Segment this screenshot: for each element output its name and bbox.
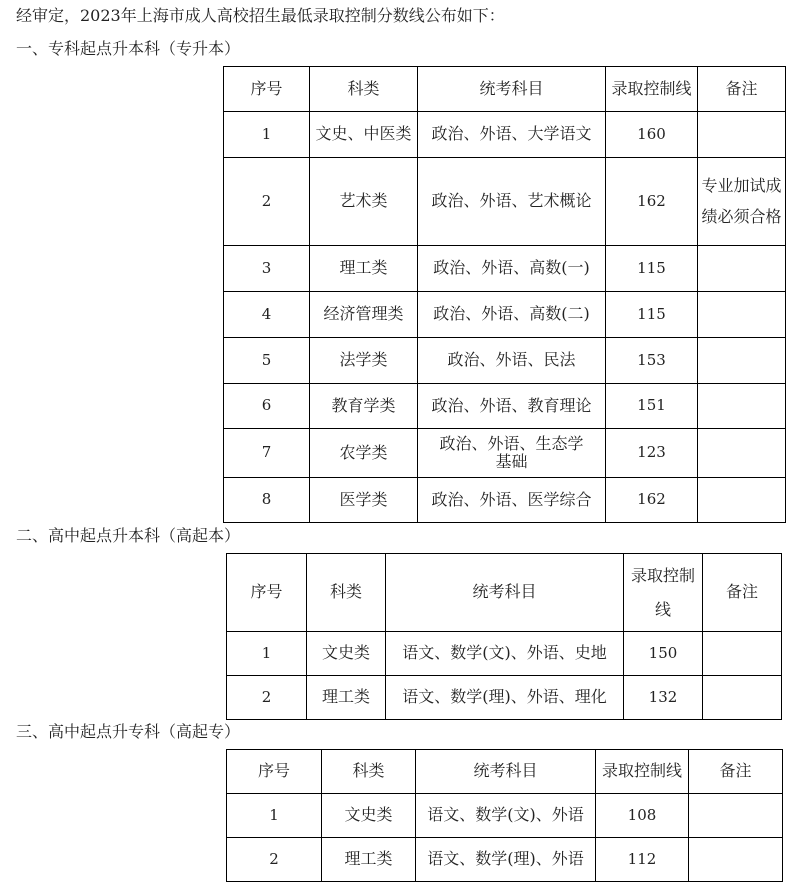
cell-subjects: 语文、数学(理)、外语、理化 [386, 676, 624, 720]
cell-cutoff: 132 [624, 676, 703, 720]
intro-text: 经审定，2023年上海市成人高校招生最低录取控制分数线公布如下： [16, 6, 505, 25]
cell-remarks [698, 292, 786, 338]
table-row [224, 384, 786, 429]
cell-remarks [698, 478, 786, 523]
cell-remarks [698, 338, 786, 384]
cell-index: 2 [227, 838, 322, 882]
cell-remarks [698, 429, 786, 478]
header-index: 序号 [227, 554, 307, 632]
cell-cutoff: 115 [606, 292, 698, 338]
cell-index: 3 [224, 246, 310, 292]
cell-subjects: 政治、外语、大学语文 [418, 112, 606, 158]
cell-remarks [698, 246, 786, 292]
cell-remarks [698, 384, 786, 429]
section-heading-3: 三、高中起点升专科（高起专） [16, 722, 241, 741]
cell-subjects: 政治、外语、教育理论 [418, 384, 606, 429]
table-row [224, 478, 786, 523]
score-table-3 [226, 749, 783, 882]
cell-cutoff: 162 [606, 478, 698, 523]
cell-subjects: 政治、外语、生态学基础 [418, 429, 606, 478]
table-header-row [227, 750, 783, 794]
cell-subjects: 语文、数学(理)、外语 [416, 838, 596, 882]
cell-index: 2 [227, 676, 307, 720]
table-header-row [224, 67, 786, 112]
cell-category: 医学类 [310, 478, 418, 523]
cell-category: 教育学类 [310, 384, 418, 429]
cell-category: 理工类 [307, 676, 386, 720]
table-row [227, 632, 782, 676]
cell-subjects: 语文、数学(文)、外语 [416, 794, 596, 838]
header-remarks: 备注 [698, 67, 786, 112]
table-row [224, 338, 786, 384]
cell-cutoff: 150 [624, 632, 703, 676]
cell-index: 1 [224, 112, 310, 158]
cell-subjects: 政治、外语、艺术概论 [418, 158, 606, 246]
cell-subjects: 政治、外语、医学综合 [418, 478, 606, 523]
cell-category: 理工类 [322, 838, 416, 882]
header-subjects: 统考科目 [416, 750, 596, 794]
cell-category: 理工类 [310, 246, 418, 292]
section-heading-1: 一、专科起点升本科（专升本） [16, 39, 241, 58]
cell-index: 1 [227, 794, 322, 838]
cell-category: 经济管理类 [310, 292, 418, 338]
header-index: 序号 [224, 67, 310, 112]
cell-index: 8 [224, 478, 310, 523]
score-table-2 [226, 553, 782, 720]
cell-category: 文史类 [322, 794, 416, 838]
cell-index: 2 [224, 158, 310, 246]
header-cutoff: 录取控制线 [624, 554, 703, 632]
cell-cutoff: 162 [606, 158, 698, 246]
cell-cutoff: 112 [596, 838, 689, 882]
table-row [224, 429, 786, 478]
header-index: 序号 [227, 750, 322, 794]
header-category: 科类 [322, 750, 416, 794]
header-remarks: 备注 [703, 554, 782, 632]
header-category: 科类 [307, 554, 386, 632]
cell-index: 4 [224, 292, 310, 338]
cell-category: 农学类 [310, 429, 418, 478]
cell-remarks [698, 112, 786, 158]
cell-remarks [689, 838, 783, 882]
cell-subjects: 政治、外语、民法 [418, 338, 606, 384]
cell-category: 文史、中医类 [310, 112, 418, 158]
cell-index: 7 [224, 429, 310, 478]
header-subjects: 统考科目 [418, 67, 606, 112]
table-row [224, 246, 786, 292]
header-category: 科类 [310, 67, 418, 112]
cell-cutoff: 160 [606, 112, 698, 158]
cell-subjects: 语文、数学(文)、外语、史地 [386, 632, 624, 676]
table-row [227, 676, 782, 720]
table-row [224, 158, 786, 246]
cell-remarks [703, 632, 782, 676]
cell-subjects: 政治、外语、高数(二) [418, 292, 606, 338]
cell-index: 5 [224, 338, 310, 384]
table-header-row [227, 554, 782, 632]
header-remarks: 备注 [689, 750, 783, 794]
cell-remarks [689, 794, 783, 838]
section-heading-2: 二、高中起点升本科（高起本） [16, 526, 241, 545]
cell-index: 6 [224, 384, 310, 429]
cell-category: 艺术类 [310, 158, 418, 246]
cell-cutoff: 108 [596, 794, 689, 838]
cell-cutoff: 151 [606, 384, 698, 429]
cell-subjects: 政治、外语、高数(一) [418, 246, 606, 292]
table-row [224, 292, 786, 338]
cell-cutoff: 123 [606, 429, 698, 478]
table-row [224, 112, 786, 158]
cell-remarks: 专业加试成绩必须合格 [698, 158, 786, 246]
header-cutoff: 录取控制线 [596, 750, 689, 794]
cell-index: 1 [227, 632, 307, 676]
cell-category: 法学类 [310, 338, 418, 384]
cell-remarks [703, 676, 782, 720]
table-row [227, 838, 783, 882]
header-subjects: 统考科目 [386, 554, 624, 632]
table-row [227, 794, 783, 838]
header-cutoff: 录取控制线 [606, 67, 698, 112]
cell-cutoff: 115 [606, 246, 698, 292]
cell-category: 文史类 [307, 632, 386, 676]
score-table-1 [223, 66, 786, 523]
cell-cutoff: 153 [606, 338, 698, 384]
